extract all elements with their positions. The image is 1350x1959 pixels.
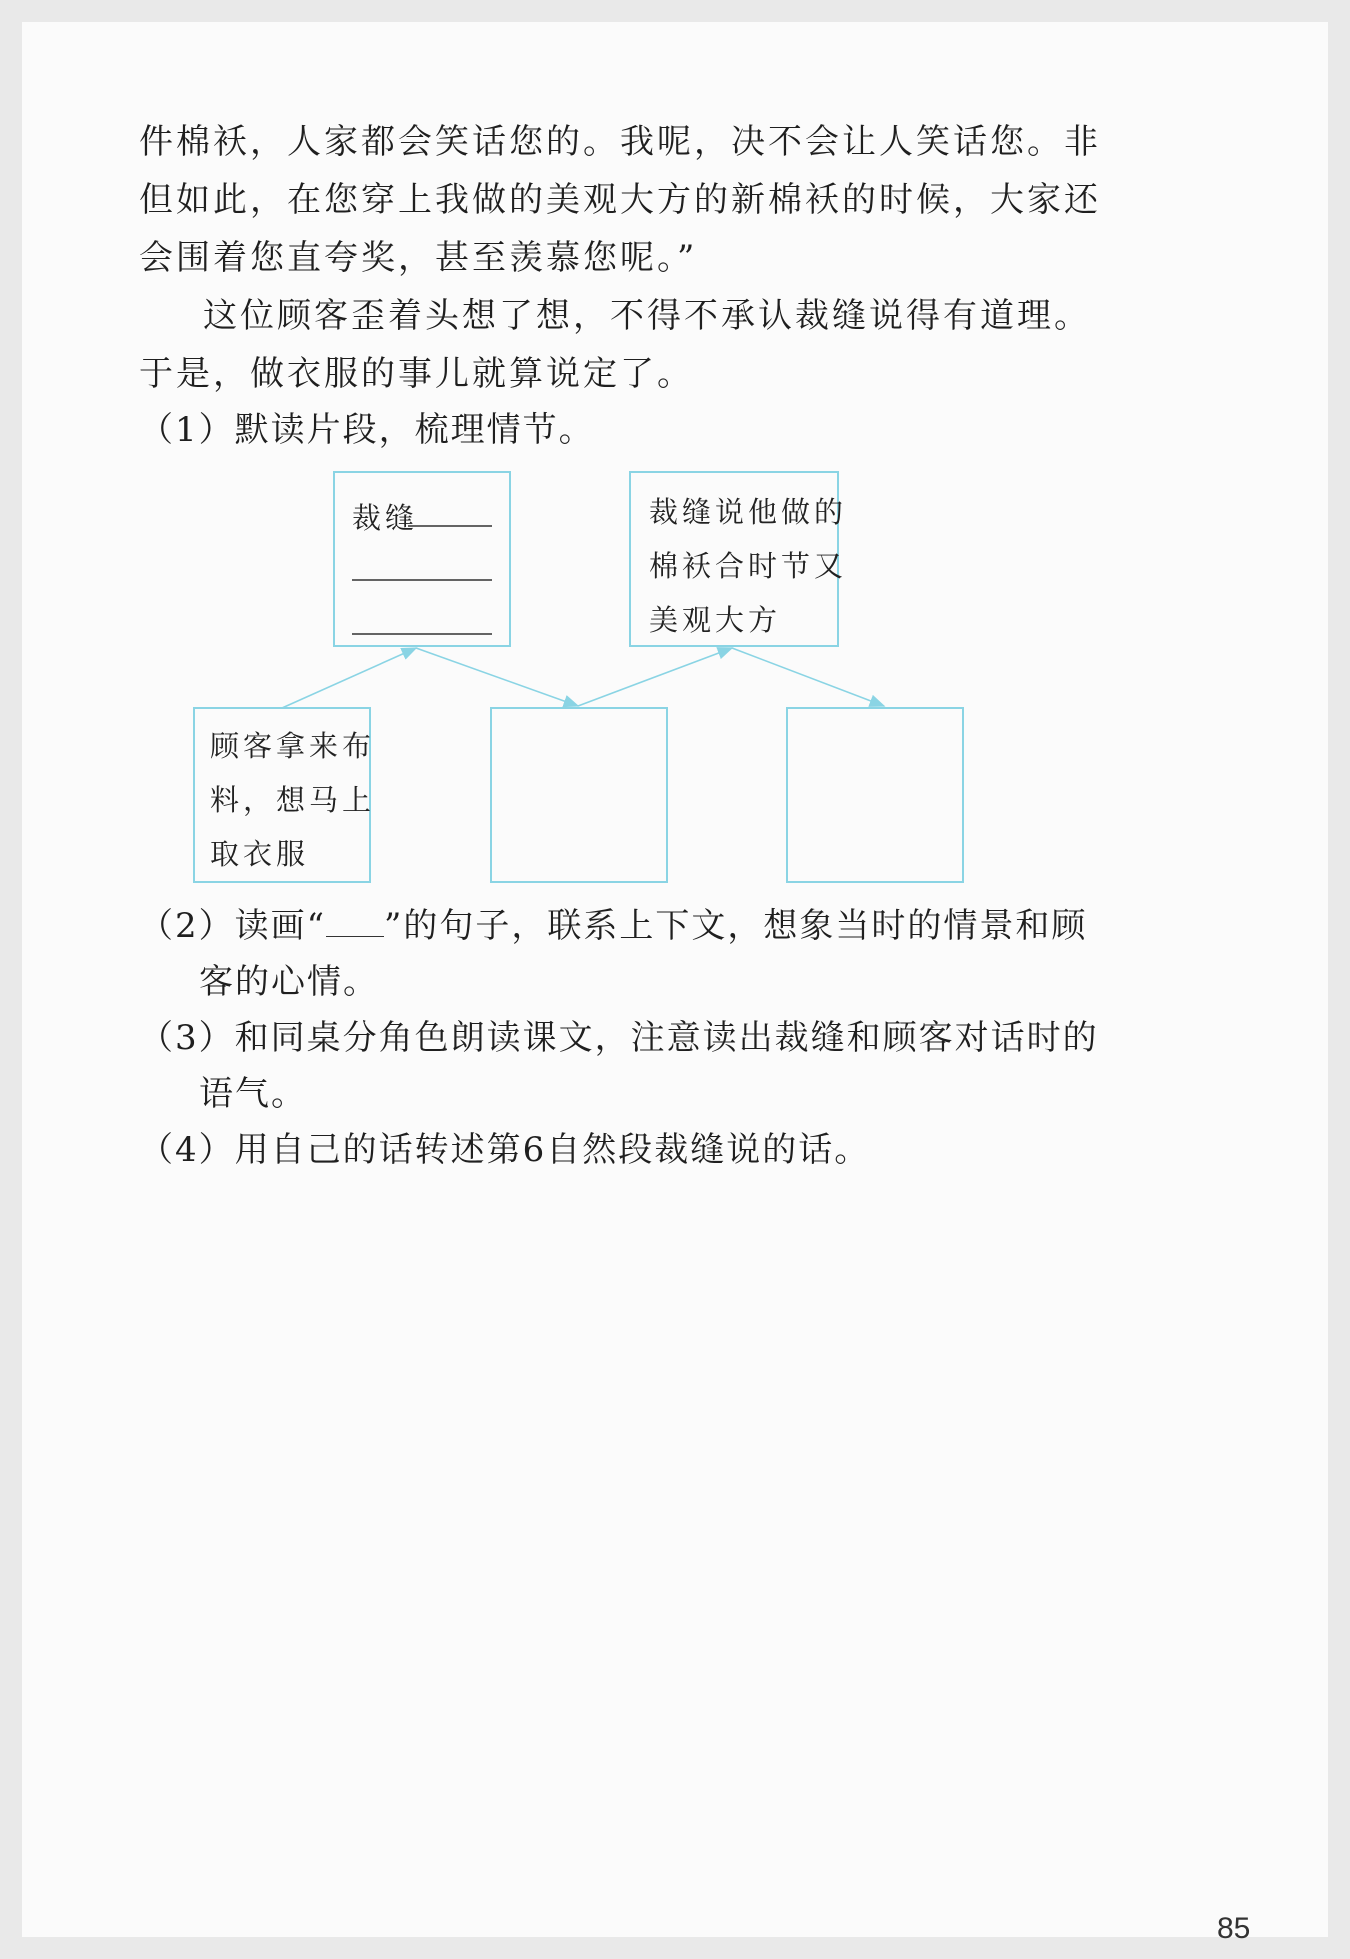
box-top-right-line-2: 棉袄合时节又 [649, 549, 848, 583]
box-top-right-line-1: 裁缝说他做的 [649, 495, 848, 529]
question-3-line-1: （3）和同桌分角色朗读课文，注意读出裁缝和顾客对话时的 [139, 1018, 1099, 1058]
underline-sample [326, 936, 384, 937]
passage-line-2: 但如此，在您穿上我做的美观大方的新棉袄的时候，大家还 [139, 180, 1101, 220]
question-1: （1）默读片段，梳理情节。 [139, 410, 595, 450]
box-bottom-right [787, 708, 963, 882]
question-3-line-2: 语气。 [199, 1074, 307, 1114]
box-bottom-left-line-2: 料，想马上 [210, 783, 376, 817]
box-bottom-left-line-1: 顾客拿来布 [210, 729, 376, 763]
passage-line-4: 这位顾客歪着头想了想，不得不承认裁缝说得有道理。 [203, 296, 1091, 336]
question-2-line-1 [139, 898, 1087, 947]
passage-line-5: 于是，做衣服的事儿就算说定了。 [139, 354, 694, 394]
box-top-right-line-3: 美观大方 [649, 603, 782, 637]
question-2-rest: ”的句子，联系上下文，想象当时的情景和顾 [384, 906, 1088, 946]
arrow-top-right-to-right [732, 648, 884, 706]
arrow-middle-to-top-right [578, 648, 732, 706]
textbook-page [22, 22, 1328, 1945]
passage-line-3: 会围着您直夸奖，甚至羡慕您呢。” [139, 238, 698, 278]
box-bottom-middle [491, 708, 667, 882]
question-2-prefix: （2）读画“ [139, 906, 327, 946]
page-number: 85 [1217, 1912, 1251, 1945]
question-2-line-2: 客的心情。 [199, 962, 379, 1002]
passage-line-1: 件棉袄，人家都会笑话您的。我呢，决不会让人笑话您。非 [139, 122, 1101, 162]
box-bottom-left-line-3: 取衣服 [210, 837, 310, 871]
arrow-left-to-top-left [282, 648, 416, 708]
question-4: （4）用自己的话转述第6自然段裁缝说的话。 [139, 1130, 871, 1170]
arrow-top-left-to-middle [416, 648, 578, 706]
box-top-left-label: 裁缝 [352, 501, 419, 535]
